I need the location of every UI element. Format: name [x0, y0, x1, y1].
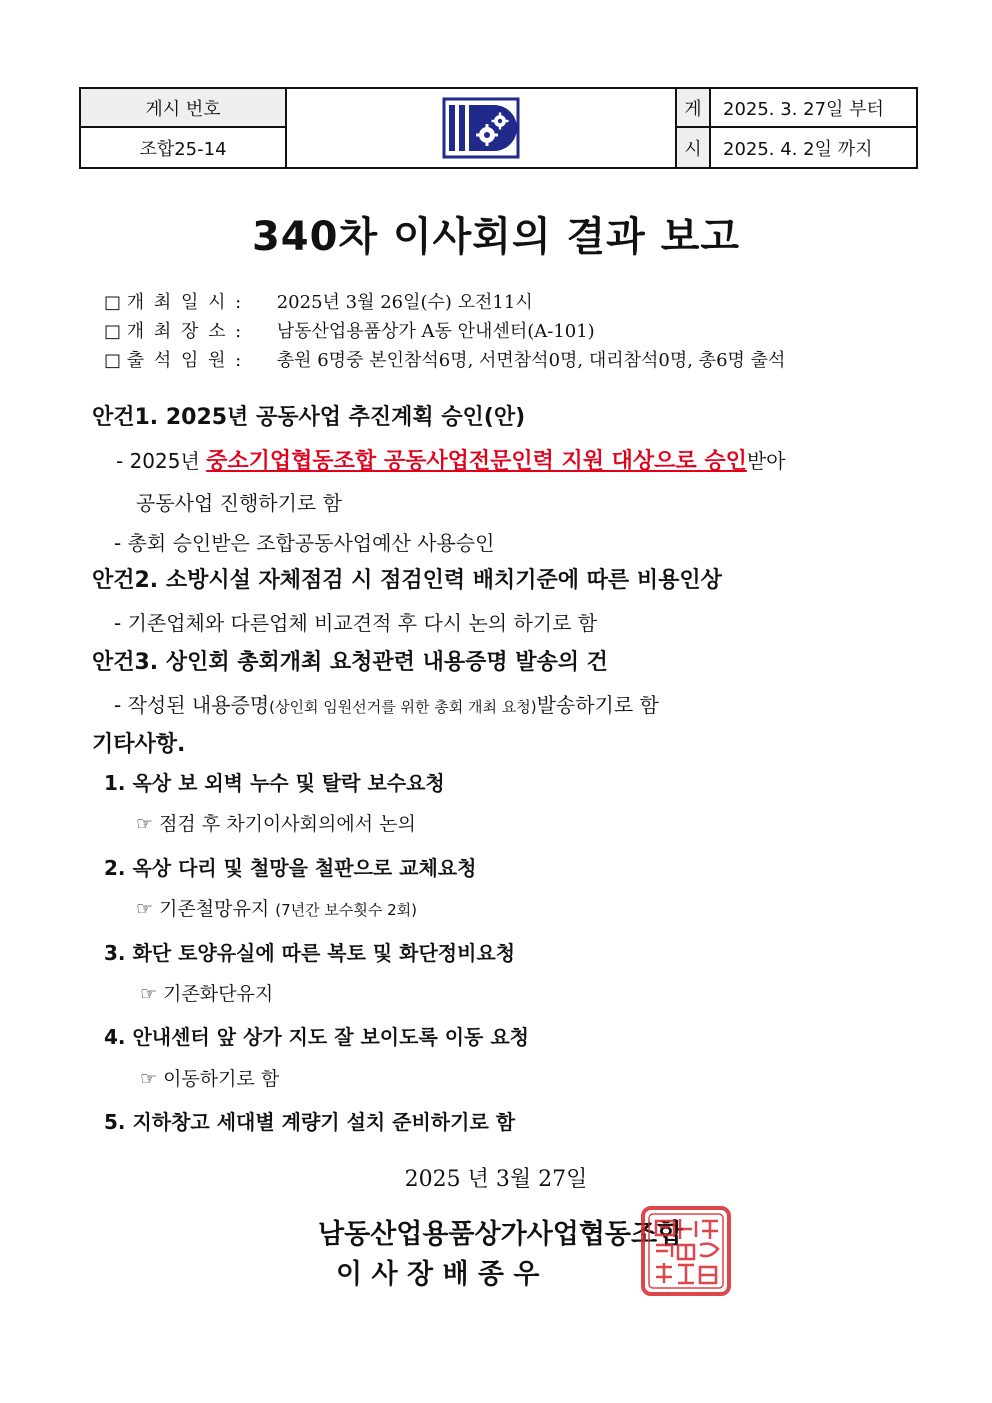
- note-text: ☞ 점검 후 차기이사회의에서 논의: [136, 813, 416, 835]
- note-text: ☞ 이동하기로 함: [140, 1068, 280, 1090]
- misc-item-2: 2. 옥상 다리 및 철망을 철판으로 교체요청: [104, 856, 477, 880]
- agenda1-line3: - 총회 승인받은 조합공동사업예산 사용승인: [114, 531, 495, 555]
- organization-name: 남동산업용품상가사업협동조합: [318, 1219, 684, 1250]
- post-number-value: 조합25-14: [81, 128, 287, 167]
- post-to-date: 2025. 4. 2일 까지: [723, 138, 873, 160]
- note-small-text: (7년간 보수횟수 2회): [275, 901, 418, 919]
- meeting-attendance-value: 총원 6명중 본인참석6명, 서면참석0명, 대리참석0명, 총6명 출석: [276, 350, 786, 371]
- meeting-attendance-label: 출 석 임 원 :: [126, 350, 244, 371]
- agenda2-title: 안건2. 소방시설 자체점검 시 점검인력 배치기준에 따른 비용인상: [92, 568, 722, 593]
- meeting-date-value: 2025년 3월 26일(수) 오전11시: [276, 292, 533, 313]
- misc-note-3: [140, 979, 273, 1006]
- agenda1-line2: 공동사업 진행하기로 함: [136, 491, 342, 515]
- misc-item-3: 3. 화단 토양유실에 따른 복토 및 화단정비요청: [104, 941, 516, 965]
- checkbox-bullet-icon: □: [104, 321, 127, 342]
- meeting-date-row: [104, 288, 533, 314]
- agenda3-prefix: - 작성된 내용증명: [114, 693, 270, 717]
- agenda1-line1: [116, 444, 785, 475]
- misc-note-2: [136, 894, 417, 921]
- post-label-bottom: 시: [677, 128, 711, 167]
- meeting-attendance-row: [104, 346, 785, 372]
- meeting-place-label: 개 최 장 소 :: [126, 321, 244, 342]
- agenda3-line1: [114, 689, 659, 718]
- note-text: ☞ 기존화단유지: [140, 983, 274, 1005]
- agenda3-small: (상인회 임원선거를 위한 총회 개최 요청): [269, 698, 537, 716]
- misc-note-1: [136, 809, 416, 836]
- misc-note-4: [140, 1064, 279, 1091]
- agenda1-highlight: 중소기업협동조합 공동사업전문인력 지원 대상으로 승인: [206, 449, 747, 474]
- checkbox-bullet-icon: □: [104, 350, 127, 371]
- meeting-place-value: 남동산업용품상가 A동 안내센터(A-101): [276, 321, 595, 342]
- header-table: [79, 87, 918, 169]
- post-number-label: 게시 번호: [81, 89, 287, 128]
- union-logo: [287, 89, 677, 167]
- agenda3-title: 안건3. 상인회 총회개최 요청관련 내용증명 발송의 건: [92, 650, 608, 675]
- page-title: 340차 이사회의 결과 보고: [251, 214, 741, 260]
- checkbox-bullet-icon: □: [104, 292, 127, 313]
- meeting-date-label: 개 최 일 시 :: [126, 292, 244, 313]
- chairman-name: 이 사 장 배 종 우: [336, 1259, 540, 1290]
- official-seal-icon: [640, 1205, 732, 1297]
- agenda3-suffix: 발송하기로 함: [536, 693, 659, 717]
- note-text: ☞ 기존철망유지: [136, 898, 270, 920]
- agenda1-suffix: 받아: [746, 449, 786, 473]
- post-label-top: 게: [677, 89, 711, 128]
- gear-logo-icon: [442, 97, 520, 159]
- misc-item-5: 5. 지하창고 세대별 계량기 설치 준비하기로 함: [104, 1110, 516, 1134]
- agenda2-line1: - 기존업체와 다른업체 비교견적 후 다시 논의 하기로 함: [114, 611, 598, 635]
- agenda1-title: 안건1. 2025년 공동사업 추진계획 승인(안): [92, 405, 526, 430]
- document-date: 2025 년 3월 27일: [404, 1167, 588, 1192]
- agenda1-prefix: - 2025년: [116, 449, 200, 473]
- misc-item-4: 4. 안내센터 앞 상가 지도 잘 보이도록 이동 요청: [104, 1025, 529, 1049]
- post-from-date: 2025. 3. 27일 부터: [711, 89, 916, 128]
- misc-title: 기타사항.: [92, 732, 186, 757]
- misc-item-1: 1. 옥상 보 외벽 누수 및 탈락 보수요청: [104, 771, 445, 795]
- meeting-place-row: [104, 317, 595, 343]
